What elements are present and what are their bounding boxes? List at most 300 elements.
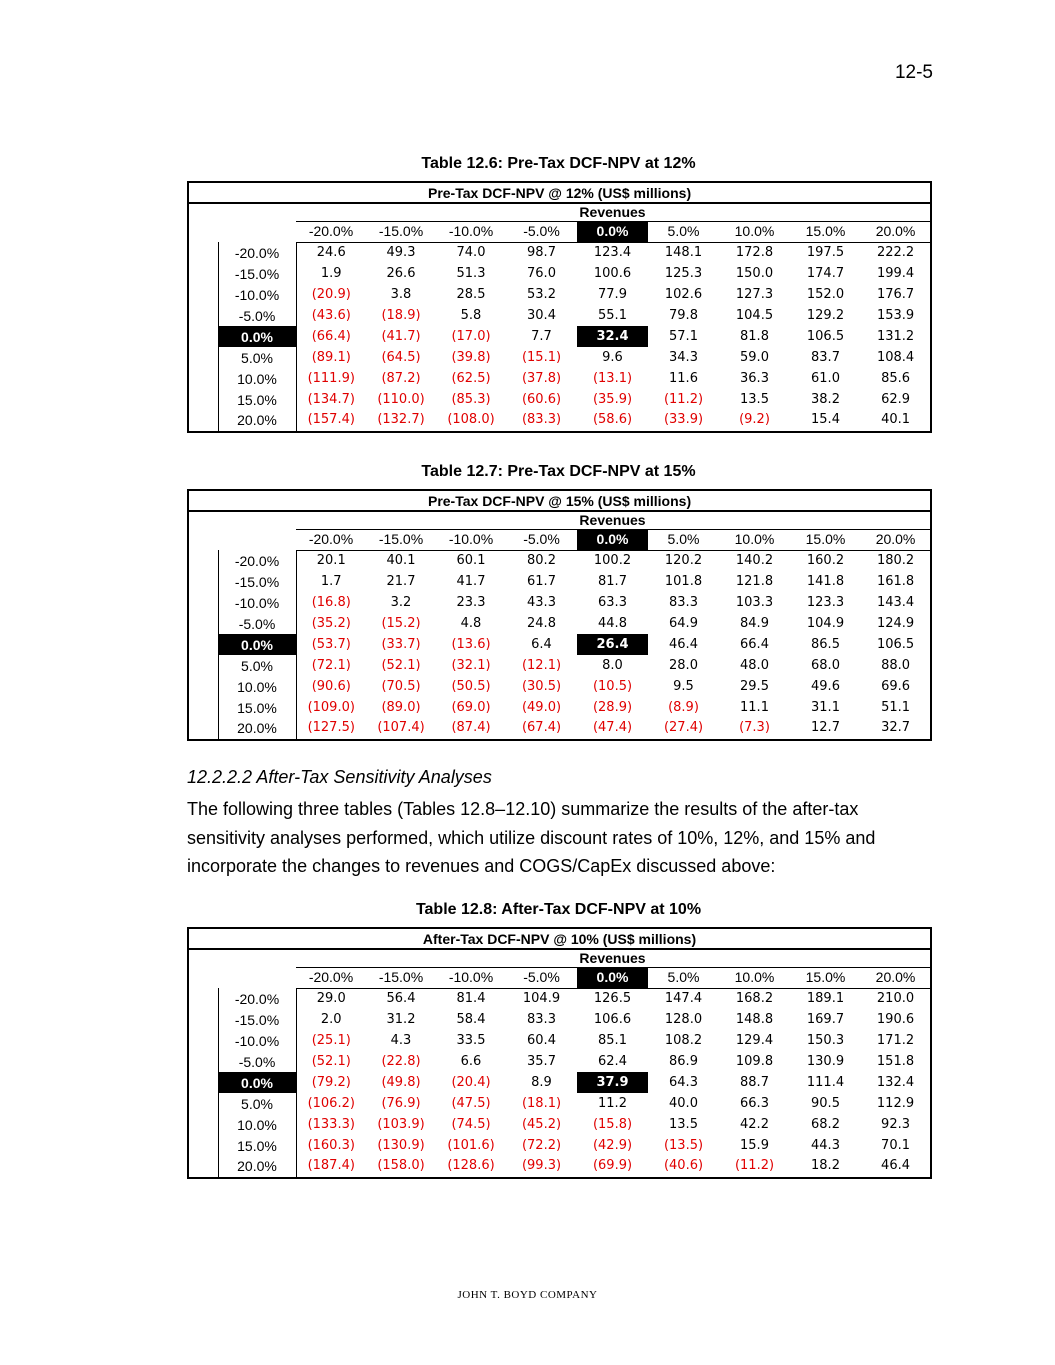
table-cell: 98.7 — [527, 245, 556, 261]
blank-cell — [188, 203, 577, 222]
table-cell: (134.7) — [307, 391, 355, 407]
table-cell: (32.1) — [451, 657, 491, 673]
table-cell: (49.0) — [521, 699, 562, 715]
table-cell: 1.9 — [320, 266, 342, 282]
table-cell: 68.0 — [811, 657, 840, 673]
table-cell: 11.6 — [669, 370, 698, 386]
table-cell: (18.1) — [521, 1095, 562, 1111]
table-row — [188, 285, 931, 306]
table-cell: (35.2) — [311, 616, 351, 631]
row-header: -20.0% — [218, 550, 296, 571]
table-cell: (130.9) — [377, 1137, 425, 1153]
table-cell: 8.0 — [602, 657, 623, 673]
table-cell: (85.3) — [451, 391, 491, 407]
table-cell: (50.5) — [451, 678, 491, 694]
row-header: 15.0% — [218, 389, 296, 410]
table-cell: (13.1) — [592, 370, 633, 386]
row-header: 15.0% — [218, 697, 296, 718]
table-cell: 12.7 — [790, 718, 861, 740]
table-cell: (25.1) — [311, 1033, 351, 1049]
table-cell: 172.8 — [735, 245, 774, 261]
table-cell: 106.6 — [593, 1012, 632, 1028]
table-cell: 104.9 — [806, 616, 845, 631]
row-header: -20.0% — [218, 242, 296, 263]
table-cell: (35.9) — [592, 391, 633, 407]
table-cell: 151.8 — [861, 1052, 931, 1073]
table-cell: 66.4 — [740, 636, 769, 652]
blank-cell — [188, 949, 577, 968]
row-header: -5.0% — [218, 306, 296, 327]
table-cell: 24.6 — [316, 245, 346, 261]
table-cell: (76.9) — [381, 1095, 421, 1111]
table-title: Pre-Tax DCF-NPV @ 15% (US$ millions) — [188, 490, 931, 511]
table-row — [188, 593, 931, 614]
table-row — [188, 1156, 931, 1178]
table-cell: 56.4 — [386, 991, 416, 1007]
column-header: -20.0% — [296, 222, 366, 243]
table-cell: (106.2) — [307, 1095, 355, 1111]
column-header: -20.0% — [296, 968, 366, 989]
row-axis-label — [188, 242, 218, 432]
row-header: -10.0% — [218, 285, 296, 306]
table-cell: 40.1 — [861, 410, 931, 432]
table-cell: 111.4 — [806, 1074, 845, 1090]
table-cell: (132.7) — [366, 410, 436, 432]
table-cell: 61.7 — [527, 574, 556, 590]
table-row — [188, 326, 931, 347]
row-header: 10.0% — [218, 368, 296, 389]
table-cell: 57.1 — [669, 328, 698, 344]
column-header: 20.0% — [861, 222, 931, 243]
table-cell: (40.6) — [648, 1156, 719, 1178]
row-header: -5.0% — [218, 1052, 296, 1073]
table-cell: 160.2 — [806, 553, 845, 569]
row-header: -15.0% — [218, 1010, 296, 1031]
table-cell: (8.9) — [668, 699, 699, 715]
table-cell: 74.0 — [456, 245, 486, 261]
table-cell: 148.1 — [664, 245, 703, 261]
table-cell: (83.3) — [506, 410, 577, 432]
table-cell: 69.6 — [861, 676, 931, 697]
blank-cell — [188, 968, 296, 989]
table-cell: 9.5 — [673, 678, 694, 694]
table-cell: (49.8) — [381, 1074, 421, 1090]
table-cell: 51.3 — [456, 266, 486, 282]
row-header: 20.0% — [218, 718, 296, 740]
table-cell: 53.2 — [527, 287, 556, 303]
row-header: 5.0% — [218, 1093, 296, 1114]
table-cell: 28.5 — [456, 287, 486, 303]
table-cell: (110.0) — [377, 391, 425, 407]
table-cell: 171.2 — [861, 1031, 931, 1052]
table-cell: (47.4) — [577, 718, 648, 740]
table-cell: 42.2 — [740, 1116, 769, 1132]
table-cell: 46.4 — [669, 636, 698, 652]
table-row — [188, 572, 931, 593]
table-cell: (66.4) — [311, 328, 351, 344]
table-cell: (41.7) — [381, 328, 421, 344]
table-cell: 61.0 — [811, 370, 840, 386]
table-cell: 28.0 — [669, 657, 698, 673]
table-cell: 86.9 — [669, 1054, 698, 1069]
table-cell: 123.3 — [806, 595, 845, 611]
table-cell: 38.2 — [811, 391, 840, 407]
table-cell: 23.3 — [456, 595, 486, 611]
table-cell: 100.2 — [593, 553, 632, 569]
table-cell: 120.2 — [664, 553, 703, 569]
table-cell: 81.8 — [740, 328, 769, 344]
table-cell: (17.0) — [451, 328, 491, 344]
table-cell: 31.2 — [386, 1012, 416, 1028]
table-cell: 40.1 — [386, 553, 416, 569]
table-cell: 6.4 — [531, 636, 552, 652]
table-cell: 84.9 — [740, 616, 769, 631]
row-header: -20.0% — [218, 988, 296, 1009]
table-cell: (99.3) — [506, 1156, 577, 1178]
table-cell: 88.7 — [740, 1074, 769, 1090]
table-cell: 126.5 — [593, 991, 632, 1007]
table-cell: (42.9) — [592, 1137, 633, 1153]
table-cell: (15.8) — [592, 1116, 633, 1132]
table-cell: 64.9 — [669, 616, 698, 631]
column-header: -15.0% — [366, 222, 436, 243]
table-cell: (109.0) — [307, 699, 355, 715]
table-cell: (72.2) — [521, 1137, 562, 1153]
column-header: 15.0% — [790, 222, 861, 243]
table-cell: 88.0 — [861, 655, 931, 676]
table-cell: 222.2 — [861, 242, 931, 263]
table-cell: 20.1 — [316, 553, 346, 569]
table-cell: 37.9 — [577, 1072, 648, 1093]
table-cell: (11.2) — [663, 391, 704, 407]
table-cell: 101.8 — [664, 574, 703, 590]
table-cell: 125.3 — [664, 266, 703, 282]
column-header: -20.0% — [296, 530, 366, 551]
sensitivity-table-12-8 — [187, 927, 932, 1179]
table-cell: 36.3 — [740, 370, 769, 386]
table-cell: 2.0 — [320, 1012, 342, 1028]
table-row — [188, 242, 931, 263]
table-row — [188, 410, 931, 432]
table-cell: 197.5 — [806, 245, 845, 261]
table-row — [188, 634, 931, 655]
row-header: -5.0% — [218, 614, 296, 635]
table-cell: (127.5) — [296, 718, 366, 740]
table-cell: 30.4 — [527, 308, 556, 323]
section-heading: 12.2.2.2 After-Tax Sensitivity Analyses — [187, 767, 492, 787]
table-cell: 92.3 — [861, 1114, 931, 1135]
table-cell: 24.8 — [527, 616, 556, 631]
table-cell: 44.3 — [811, 1137, 840, 1153]
table-cell: 3.8 — [390, 287, 412, 303]
table-cell: 128.0 — [664, 1012, 703, 1028]
table-caption-12-7: Table 12.7: Pre-Tax DCF-NPV at 15% — [421, 463, 696, 480]
table-cell: 129.2 — [806, 308, 845, 323]
table-cell: 62.9 — [861, 389, 931, 410]
table-cell: 112.9 — [861, 1093, 931, 1114]
table-cell: 21.7 — [386, 574, 416, 590]
table-cell: (16.8) — [311, 595, 351, 611]
column-header: 10.0% — [719, 222, 790, 243]
table-row — [188, 264, 931, 285]
column-header: -15.0% — [366, 968, 436, 989]
table-cell: 161.8 — [861, 572, 931, 593]
table-cell: 150.0 — [735, 266, 774, 282]
table-cell: 11.2 — [598, 1095, 627, 1111]
table-title: After-Tax DCF-NPV @ 10% (US$ millions) — [188, 928, 931, 949]
table-cell: 66.3 — [740, 1095, 769, 1111]
table-cell: 46.4 — [861, 1156, 931, 1178]
table-cell: (33.7) — [381, 636, 421, 652]
table-cell: 31.1 — [811, 699, 840, 715]
table-cell: 176.7 — [861, 285, 931, 306]
table-cell: (37.8) — [521, 370, 562, 386]
table-cell: 79.8 — [669, 308, 698, 323]
table-cell: 35.7 — [527, 1054, 556, 1069]
row-header: -15.0% — [218, 572, 296, 593]
table-cell: (39.8) — [451, 349, 491, 365]
table-cell: (157.4) — [296, 410, 366, 432]
table-cell: 83.7 — [811, 349, 840, 365]
column-header: -10.0% — [436, 222, 506, 243]
row-header: -10.0% — [218, 1031, 296, 1052]
table-row — [188, 389, 931, 410]
table-cell: 86.5 — [811, 636, 840, 652]
table-cell: 85.6 — [861, 368, 931, 389]
table-cell: 68.2 — [811, 1116, 840, 1132]
table-cell: 102.6 — [664, 287, 703, 303]
table-cell: 11.1 — [740, 699, 769, 715]
row-header: 20.0% — [218, 410, 296, 432]
table-cell: 13.5 — [740, 391, 769, 407]
table-cell: (87.4) — [436, 718, 506, 740]
row-header: -15.0% — [218, 264, 296, 285]
table-cell: 6.6 — [460, 1054, 482, 1069]
table-cell: (20.4) — [451, 1074, 491, 1090]
table-cell: (52.1) — [311, 1054, 351, 1069]
table-cell: 60.1 — [456, 553, 486, 569]
table-cell: 152.0 — [806, 287, 845, 303]
table-cell: 130.9 — [806, 1054, 845, 1069]
table-cell: 49.6 — [811, 678, 840, 694]
table-cell: 5.8 — [460, 308, 482, 323]
table-cell: (111.9) — [307, 370, 355, 386]
table-cell: (20.9) — [311, 287, 351, 303]
table-cell: (33.9) — [648, 410, 719, 432]
table-cell: 81.7 — [598, 574, 627, 590]
table-cell: 140.2 — [735, 553, 774, 569]
table-cell: 9.6 — [602, 349, 623, 365]
table-cell: (187.4) — [296, 1156, 366, 1178]
table-row — [188, 718, 931, 740]
table-row — [188, 1031, 931, 1052]
row-header: 0.0% — [218, 1072, 296, 1093]
table-cell: 168.2 — [735, 991, 774, 1007]
table-cell: 121.8 — [735, 574, 774, 590]
table-cell: 153.9 — [861, 306, 931, 327]
table-cell: 64.3 — [669, 1074, 698, 1090]
table-row — [188, 655, 931, 676]
table-cell: 169.7 — [806, 1012, 845, 1028]
table-cell: 180.2 — [861, 550, 931, 571]
column-header: 20.0% — [861, 530, 931, 551]
table-cell: (128.6) — [436, 1156, 506, 1178]
table-row — [188, 988, 931, 1009]
column-header: -5.0% — [506, 530, 577, 551]
table-cell: (18.9) — [381, 308, 421, 323]
table-cell: (69.9) — [577, 1156, 648, 1178]
table-cell: (58.6) — [577, 410, 648, 432]
table-title: Pre-Tax DCF-NPV @ 12% (US$ millions) — [188, 182, 931, 203]
table-cell: (43.6) — [311, 308, 351, 323]
table-cell: (7.3) — [719, 718, 790, 740]
table-cell: 70.1 — [861, 1135, 931, 1156]
table-cell: 51.1 — [861, 697, 931, 718]
table-cell: (70.5) — [381, 678, 421, 694]
table-cell: 131.2 — [861, 326, 931, 347]
column-header: -10.0% — [436, 968, 506, 989]
table-row — [188, 1010, 931, 1031]
table-cell: 3.2 — [390, 595, 412, 611]
table-cell: (89.0) — [381, 699, 421, 715]
table-row — [188, 614, 931, 635]
table-cell: 83.3 — [527, 1012, 556, 1028]
column-header: 10.0% — [719, 530, 790, 551]
table-cell: (53.7) — [311, 636, 351, 652]
row-header: 0.0% — [218, 326, 296, 347]
page-number: 12-5 — [894, 62, 933, 83]
table-cell: 59.0 — [740, 349, 769, 365]
column-header: 15.0% — [790, 530, 861, 551]
table-cell: (101.6) — [447, 1137, 495, 1153]
table-cell: 8.9 — [531, 1074, 552, 1090]
table-cell: 13.5 — [669, 1116, 698, 1132]
table-cell: 63.3 — [598, 595, 627, 611]
table-cell: 44.8 — [598, 616, 627, 631]
table-cell: 15.9 — [740, 1137, 769, 1153]
table-cell: (69.0) — [451, 699, 491, 715]
table-caption-12-8: Table 12.8: After-Tax DCF-NPV at 10% — [415, 901, 702, 918]
table-cell: 29.5 — [740, 678, 769, 694]
table-cell: 33.5 — [456, 1033, 486, 1049]
table-cell: (90.6) — [311, 678, 351, 694]
row-header: 0.0% — [218, 634, 296, 655]
table-cell: 109.8 — [735, 1054, 774, 1069]
column-header: 0.0% — [577, 530, 648, 551]
column-header: -5.0% — [506, 222, 577, 243]
row-axis-label — [188, 988, 218, 1178]
blank-cell — [648, 949, 931, 968]
table-cell: 100.6 — [593, 266, 632, 282]
blank-cell — [188, 530, 296, 551]
table-cell: 104.5 — [735, 308, 774, 323]
row-header: 15.0% — [218, 1135, 296, 1156]
table-row — [188, 368, 931, 389]
blank-cell — [188, 511, 577, 530]
table-cell: (13.6) — [451, 636, 491, 652]
table-cell: (107.4) — [366, 718, 436, 740]
table-cell: (13.5) — [663, 1137, 704, 1153]
table-cell: (108.0) — [436, 410, 506, 432]
column-header: 20.0% — [861, 968, 931, 989]
table-row — [188, 1072, 931, 1093]
table-cell: 143.4 — [861, 593, 931, 614]
table-cell: 127.3 — [735, 287, 774, 303]
table-cell: (15.2) — [381, 616, 421, 631]
column-header: 0.0% — [577, 222, 648, 243]
table-cell: (28.9) — [592, 699, 633, 715]
table-cell: (27.4) — [648, 718, 719, 740]
revenues-axis-label: Revenues — [579, 204, 646, 220]
table-cell: 40.0 — [669, 1095, 698, 1111]
body-paragraph: The following three tables (Tables 12.8–12.10) summarize the results of the after-tax sensitivity analyses performed, which utilize discount rates of 10%, 12%, and 15% and incorporate the changes to revenues and COGS/CapEx discussed above: — [187, 799, 876, 876]
table-cell: (74.5) — [451, 1116, 491, 1132]
table-cell: 55.1 — [598, 308, 627, 323]
revenues-axis-label: Revenues — [579, 512, 646, 528]
table-cell: 34.3 — [669, 349, 698, 365]
table-row — [188, 1093, 931, 1114]
table-cell: (64.5) — [381, 349, 421, 365]
table-cell: 49.3 — [386, 245, 416, 261]
table-row — [188, 676, 931, 697]
table-cell: 124.9 — [861, 614, 931, 635]
table-cell: 58.4 — [456, 1012, 486, 1028]
footer-company: JOHN T. BOYD COMPANY — [457, 1289, 598, 1301]
table-cell: (45.2) — [521, 1116, 562, 1132]
table-cell: 76.0 — [527, 266, 556, 282]
row-axis-label — [188, 550, 218, 740]
table-cell: 62.4 — [598, 1054, 627, 1069]
table-cell: 189.1 — [806, 991, 845, 1007]
table-cell: 199.4 — [861, 264, 931, 285]
table-cell: 1.7 — [320, 574, 342, 590]
table-cell: (160.3) — [307, 1137, 355, 1153]
table-cell: 77.9 — [598, 287, 627, 303]
table-cell: (47.5) — [451, 1095, 491, 1111]
table-cell: 132.4 — [861, 1072, 931, 1093]
table-cell: 41.7 — [456, 574, 486, 590]
table-row — [188, 697, 931, 718]
table-cell: 141.8 — [806, 574, 845, 590]
table-cell: 18.2 — [790, 1156, 861, 1178]
table-cell: 26.6 — [386, 266, 416, 282]
table-cell: 174.7 — [806, 266, 845, 282]
table-cell: 4.3 — [390, 1033, 412, 1049]
column-header: 5.0% — [648, 222, 719, 243]
table-cell: 26.4 — [577, 634, 648, 655]
column-header: -10.0% — [436, 530, 506, 551]
table-row — [188, 306, 931, 327]
table-cell: 129.4 — [735, 1033, 774, 1049]
table-cell: 90.5 — [811, 1095, 840, 1111]
table-cell: (9.2) — [719, 410, 790, 432]
table-cell: 147.4 — [664, 991, 703, 1007]
table-cell: 103.3 — [735, 595, 774, 611]
table-cell: 43.3 — [527, 595, 556, 611]
table-cell: (79.2) — [311, 1074, 351, 1090]
sensitivity-table-12-6 — [187, 181, 932, 433]
table-cell: 148.8 — [735, 1012, 774, 1028]
row-header: -10.0% — [218, 593, 296, 614]
table-cell: (103.9) — [377, 1116, 425, 1132]
blank-cell — [188, 222, 296, 243]
table-cell: (72.1) — [311, 657, 351, 673]
table-cell: (60.6) — [521, 391, 562, 407]
blank-cell — [648, 203, 931, 222]
table-cell: 123.4 — [593, 245, 632, 261]
table-cell: 15.4 — [790, 410, 861, 432]
column-header: 15.0% — [790, 968, 861, 989]
